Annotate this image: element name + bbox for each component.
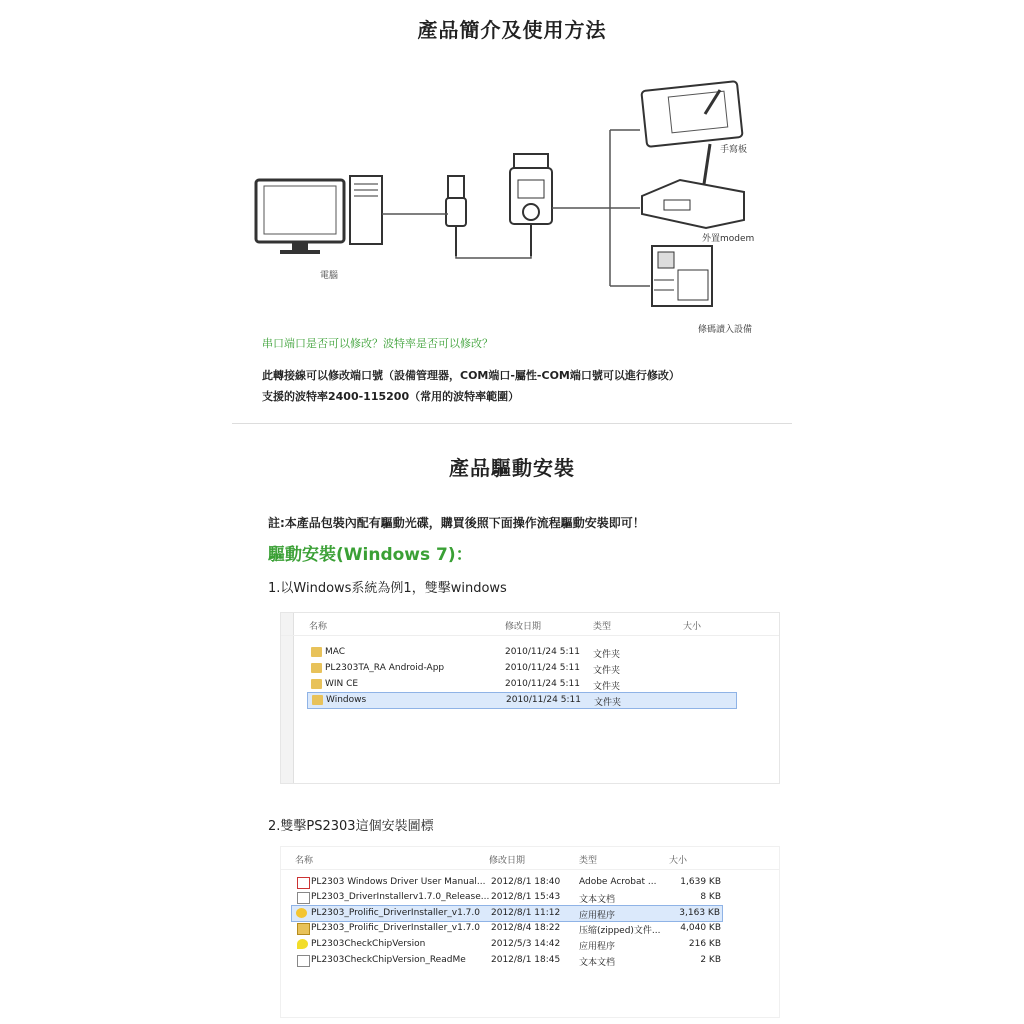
list-item-selected[interactable] — [291, 905, 723, 922]
text-file-icon — [297, 955, 310, 967]
list-item-selected[interactable] — [307, 692, 737, 709]
file-size: 2 KB — [700, 955, 721, 965]
file-name: PL2303CheckChipVersion — [311, 939, 426, 949]
list-item[interactable] — [281, 953, 779, 968]
zip-icon — [297, 923, 310, 935]
col-name[interactable]: 名称 — [309, 622, 328, 632]
col-size[interactable]: 大小 — [683, 622, 702, 632]
col-size[interactable]: 大小 — [669, 856, 688, 866]
file-type: 文件夹 — [593, 682, 621, 692]
list-item[interactable] — [281, 875, 779, 890]
text-file-icon — [297, 892, 310, 904]
section-divider — [232, 423, 792, 424]
file-size: 216 KB — [688, 939, 721, 949]
file-type: 压缩(zipped)文件... — [579, 926, 661, 936]
tablet-label: 手寫板 — [720, 145, 748, 155]
file-explorer-1 — [280, 612, 780, 784]
col-date[interactable]: 修改日期 — [489, 856, 526, 866]
pdf-icon — [297, 877, 310, 889]
barcode-label: 條碼讀入設備 — [698, 325, 753, 335]
file-type: 文件夹 — [593, 650, 621, 660]
file-date: 2010/11/24 5:11 — [505, 647, 580, 657]
folder-icon — [311, 663, 322, 673]
section-title-driver: 產品驅動安裝 — [449, 456, 575, 480]
driver-note: 註:本產品包裝內配有驅動光碟，購買後照下面操作流程驅動安裝即可！ — [268, 516, 645, 530]
file-date: 2010/11/24 5:11 — [506, 695, 581, 705]
faq-answer-line1: 此轉接線可以修改端口號（設備管理器，COM端口-屬性-COM端口號可以進行修改） — [262, 369, 680, 382]
step-2: 2.雙擊PS2303這個安裝圖標 — [268, 819, 434, 834]
usb-plug-icon — [446, 176, 466, 256]
file-size: 1,639 KB — [680, 877, 721, 887]
step-1: 1.以Windows系統為例1，雙擊windows — [268, 581, 507, 596]
file-size: 8 KB — [700, 892, 721, 902]
file-date: 2010/11/24 5:11 — [505, 679, 580, 689]
file-date: 2012/8/1 11:12 — [491, 908, 561, 918]
list-item[interactable] — [281, 890, 779, 905]
section-title-intro: 產品簡介及使用方法 — [417, 18, 607, 42]
file-name: PL2303TA_RA Android-App — [325, 663, 445, 673]
file-explorer-2 — [280, 846, 780, 1018]
drawing-tablet-icon — [641, 81, 742, 147]
col-type[interactable]: 类型 — [579, 856, 598, 866]
file-name: PL2303_Prolific_DriverInstaller_v1.7.0 — [311, 923, 480, 933]
list-item[interactable] — [281, 937, 779, 952]
file-type: 文件夹 — [594, 698, 622, 708]
file-date: 2012/5/3 14:42 — [491, 939, 561, 949]
file-type: 文本文档 — [579, 958, 616, 968]
col-date[interactable]: 修改日期 — [505, 622, 542, 632]
installer-icon — [296, 908, 307, 918]
db9-connector-icon — [510, 154, 552, 256]
list-item[interactable] — [281, 645, 779, 660]
file-name: Windows — [326, 695, 367, 705]
pc-label: 電腦 — [320, 271, 339, 281]
column-header-row — [281, 847, 779, 870]
file-date: 2012/8/1 18:45 — [491, 955, 561, 965]
barcode-device-icon — [652, 246, 712, 306]
list-item[interactable] — [281, 677, 779, 692]
file-type: 应用程序 — [579, 911, 616, 921]
file-type: 文件夹 — [593, 666, 621, 676]
list-item[interactable] — [281, 921, 779, 936]
folder-icon — [311, 647, 322, 657]
modem-label: 外置modem — [702, 234, 755, 244]
file-type: 文本文档 — [579, 895, 616, 905]
file-name: PL2303_Prolific_DriverInstaller_v1.7.0 — [311, 908, 480, 918]
file-date: 2012/8/4 18:22 — [491, 923, 561, 933]
connection-diagram — [250, 80, 770, 330]
faq-question: 串口端口是否可以修改？波特率是否可以修改？ — [262, 337, 493, 350]
computer-tower-icon — [350, 176, 382, 244]
driver-subtitle: 驅動安裝(Windows 7)： — [268, 545, 473, 565]
computer-monitor-icon — [256, 180, 344, 254]
file-name: PL2303 Windows Driver User Manual... — [311, 877, 486, 887]
vertical-scrollbar[interactable] — [281, 613, 294, 783]
folder-icon — [312, 695, 323, 705]
list-item[interactable] — [281, 661, 779, 676]
column-header-row — [281, 613, 779, 636]
folder-icon — [311, 679, 322, 689]
file-date: 2012/8/1 15:43 — [491, 892, 561, 902]
file-name: WIN CE — [325, 679, 359, 689]
col-name[interactable]: 名称 — [295, 856, 314, 866]
file-date: 2010/11/24 5:11 — [505, 663, 580, 673]
file-size: 4,040 KB — [680, 923, 721, 933]
chip-app-icon — [297, 939, 308, 949]
file-name: PL2303_DriverInstallerv1.7.0_Release... — [311, 892, 490, 902]
modem-icon — [642, 144, 744, 228]
file-type: Adobe Acrobat ... — [579, 877, 657, 887]
file-type: 应用程序 — [579, 942, 616, 952]
col-type[interactable]: 类型 — [593, 622, 612, 632]
faq-answer-line2: 支援的波特率2400-115200（常用的波特率範圍） — [262, 390, 520, 403]
file-date: 2012/8/1 18:40 — [491, 877, 561, 887]
file-name: MAC — [325, 647, 346, 657]
file-size: 3,163 KB — [679, 908, 720, 918]
file-name: PL2303CheckChipVersion_ReadMe — [311, 955, 466, 965]
